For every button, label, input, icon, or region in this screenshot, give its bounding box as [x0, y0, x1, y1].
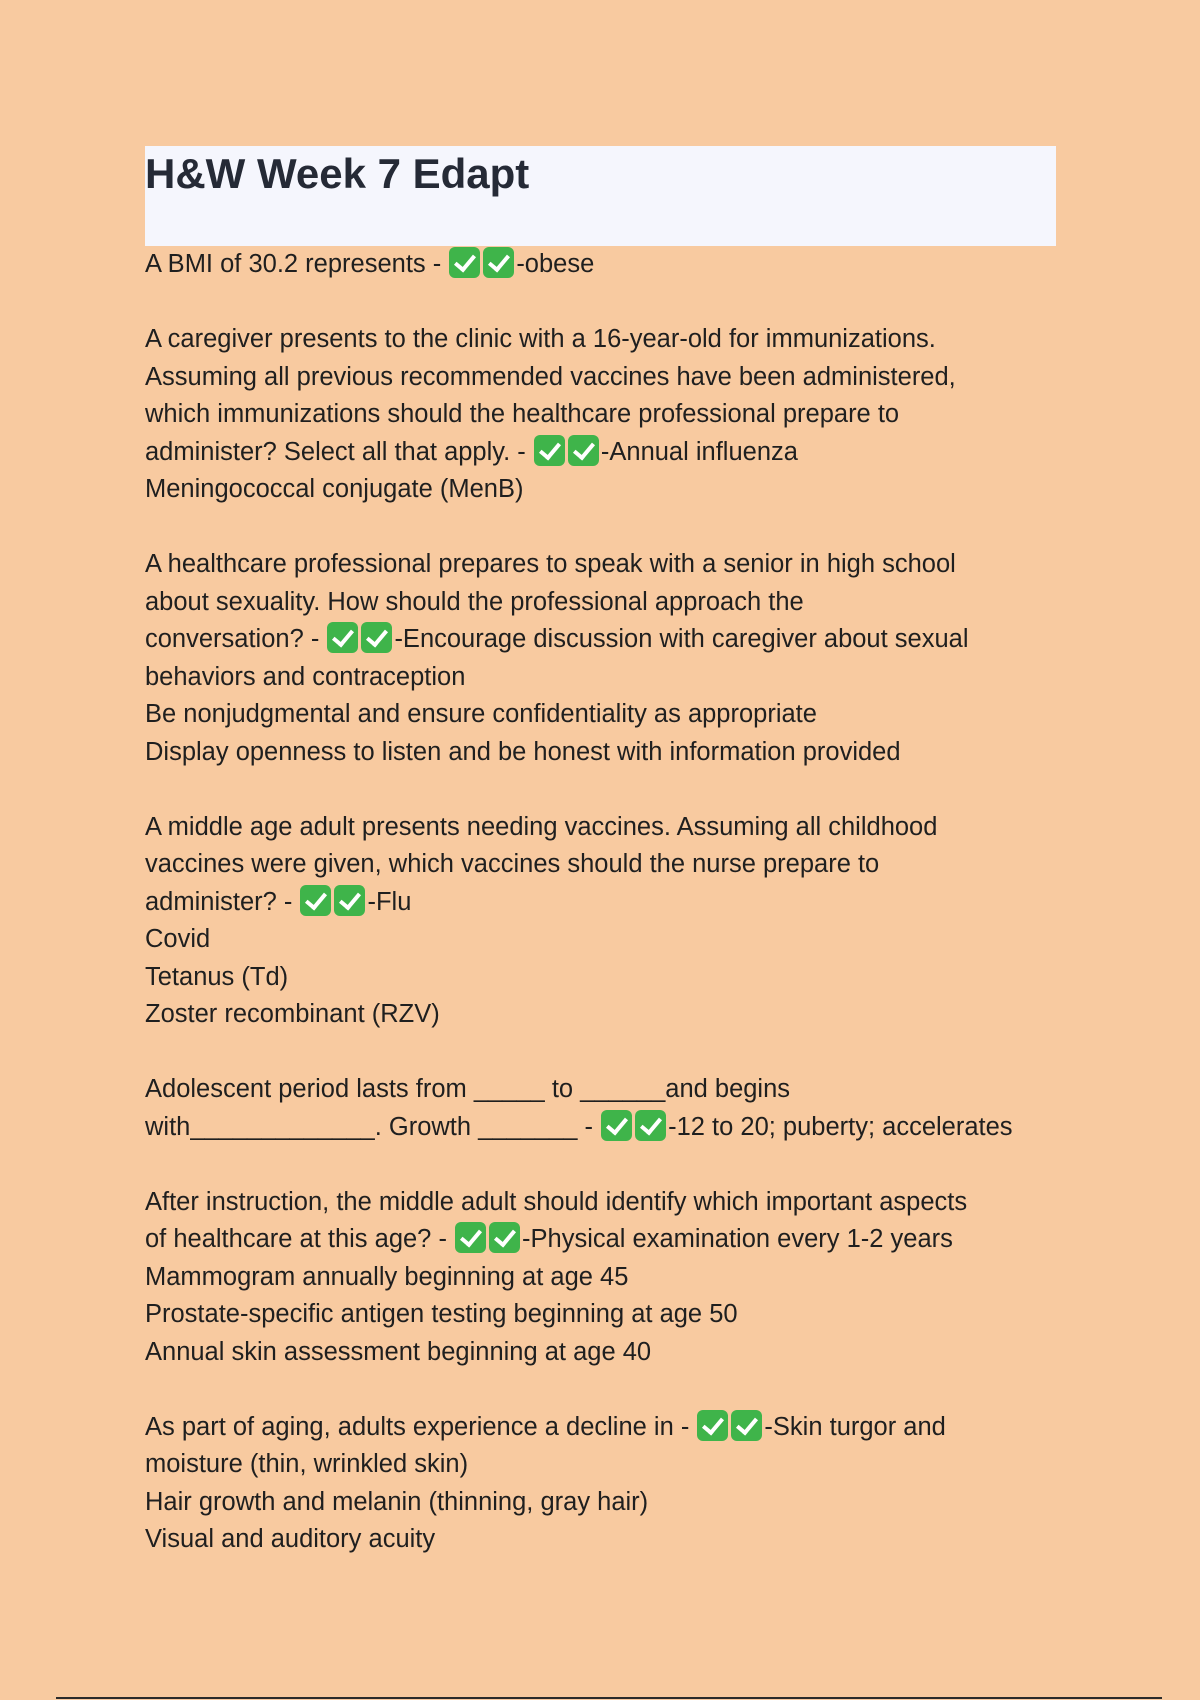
qa-line — [145, 1109, 1056, 1147]
qa-line — [145, 1521, 1056, 1559]
check-mark-icon — [327, 622, 358, 653]
question-text: A BMI of 30.2 represents - — [145, 250, 449, 278]
check-mark-icon — [697, 1410, 728, 1441]
qa-line — [145, 921, 1056, 959]
qa-item — [145, 1071, 1056, 1146]
qa-line — [145, 1334, 1056, 1372]
qa-line — [145, 884, 1056, 922]
check-mark-icon — [455, 1222, 486, 1253]
text-segment: Visual and auditory acuity — [145, 1525, 436, 1553]
qa-line — [145, 809, 1056, 847]
qa-line — [145, 1484, 1056, 1522]
qa-item — [145, 1409, 1056, 1559]
text-segment: After instruction, the middle adult should identify which important aspects — [145, 1187, 968, 1216]
qa-line — [145, 434, 1056, 472]
qa-line — [145, 734, 1056, 772]
text-segment: Prostate-specific antigen testing beginning at age 50 — [145, 1300, 738, 1328]
check-mark-icon — [361, 622, 392, 653]
answer-text: -Flu — [367, 887, 412, 916]
check-mark-icon — [635, 1110, 666, 1141]
qa-item — [145, 246, 1056, 284]
qa-line — [145, 471, 1056, 509]
check-mark-icon — [483, 247, 514, 278]
qa-line — [145, 696, 1056, 734]
text-segment: Hair growth and melanin (thinning, gray hair) — [145, 1487, 649, 1516]
qa-line — [145, 1446, 1056, 1484]
text-segment: A middle age adult presents needing vaccines. Assuming all childhood — [145, 812, 938, 841]
qa-line — [145, 846, 1056, 884]
text-segment: moisture (thin, wrinkled skin) — [145, 1450, 469, 1478]
question-text: As part of aging, adults experience a decline in - — [145, 1412, 697, 1441]
qa-line — [145, 1296, 1056, 1334]
check-mark-icon — [489, 1222, 520, 1253]
text-segment: Tetanus (Td) — [145, 962, 289, 991]
title-banner — [145, 146, 1056, 246]
text-segment: Meningococcal conjugate (MenB) — [145, 475, 524, 503]
qa-item — [145, 546, 1056, 771]
answer-text: -Encourage discussion with caregiver about sexual — [394, 625, 969, 653]
text-segment: about sexuality. How should the professional approach the — [145, 587, 804, 616]
text-segment: A healthcare professional prepares to speak with a senior in high school — [145, 550, 956, 578]
check-mark-icon — [300, 885, 331, 916]
question-text: administer? Select all that apply. - — [145, 437, 533, 466]
check-mark-icon — [449, 247, 480, 278]
text-segment: Display openness to listen and be honest with information provided — [145, 737, 901, 766]
question-text: of healthcare at this age? - — [145, 1225, 455, 1253]
qa-list — [145, 246, 1056, 1559]
text-segment: Covid — [145, 925, 211, 953]
bottom-divider — [56, 1697, 1162, 1699]
qa-line — [145, 546, 1056, 584]
qa-line — [145, 959, 1056, 997]
answer-text: -Physical examination every 1-2 years — [522, 1225, 953, 1253]
text-segment: Be nonjudgmental and ensure confidentiality as appropriate — [145, 700, 817, 728]
check-mark-icon — [731, 1410, 762, 1441]
text-segment: A caregiver presents to the clinic with a 16-year-old for immunizations. — [145, 325, 936, 353]
check-mark-icon — [568, 435, 599, 466]
answer-text: -12 to 20; puberty; accelerates — [668, 1112, 1013, 1141]
qa-line — [145, 1259, 1056, 1297]
text-segment: Zoster recombinant (RZV) — [145, 1000, 440, 1028]
check-mark-icon — [334, 885, 365, 916]
document-page — [145, 146, 1056, 1596]
question-text: administer? - — [145, 887, 300, 916]
text-segment: Adolescent period lasts from _____ to ______and begins — [145, 1075, 791, 1103]
text-segment: which immunizations should the healthcare professional prepare to — [145, 400, 900, 428]
text-segment: Mammogram annually beginning at age 45 — [145, 1262, 629, 1291]
text-segment: Assuming all previous recommended vaccines have been administered, — [145, 362, 956, 391]
answer-text: -obese — [516, 250, 595, 278]
qa-line — [145, 396, 1056, 434]
qa-line — [145, 246, 1056, 284]
check-mark-icon — [534, 435, 565, 466]
text-segment: behaviors and contraception — [145, 662, 466, 691]
qa-item — [145, 1184, 1056, 1372]
qa-line — [145, 359, 1056, 397]
qa-line — [145, 659, 1056, 697]
qa-line — [145, 1071, 1056, 1109]
qa-line — [145, 996, 1056, 1034]
check-mark-icon — [601, 1110, 632, 1141]
question-text: conversation? - — [145, 625, 327, 653]
answer-text: -Annual influenza — [600, 437, 798, 466]
qa-line — [145, 1221, 1056, 1259]
text-segment: Annual skin assessment beginning at age 40 — [145, 1337, 652, 1366]
qa-line — [145, 321, 1056, 359]
qa-item — [145, 809, 1056, 1034]
answer-text: -Skin turgor and — [764, 1412, 946, 1441]
qa-line — [145, 1409, 1056, 1447]
qa-item — [145, 321, 1056, 509]
document-title: H&W Week 7 Edapt — [145, 150, 530, 197]
qa-line — [145, 621, 1056, 659]
qa-line — [145, 1184, 1056, 1222]
question-text: with_____________. Growth _______ - — [145, 1112, 601, 1141]
qa-line — [145, 584, 1056, 622]
text-segment: vaccines were given, which vaccines should the nurse prepare to — [145, 850, 880, 878]
